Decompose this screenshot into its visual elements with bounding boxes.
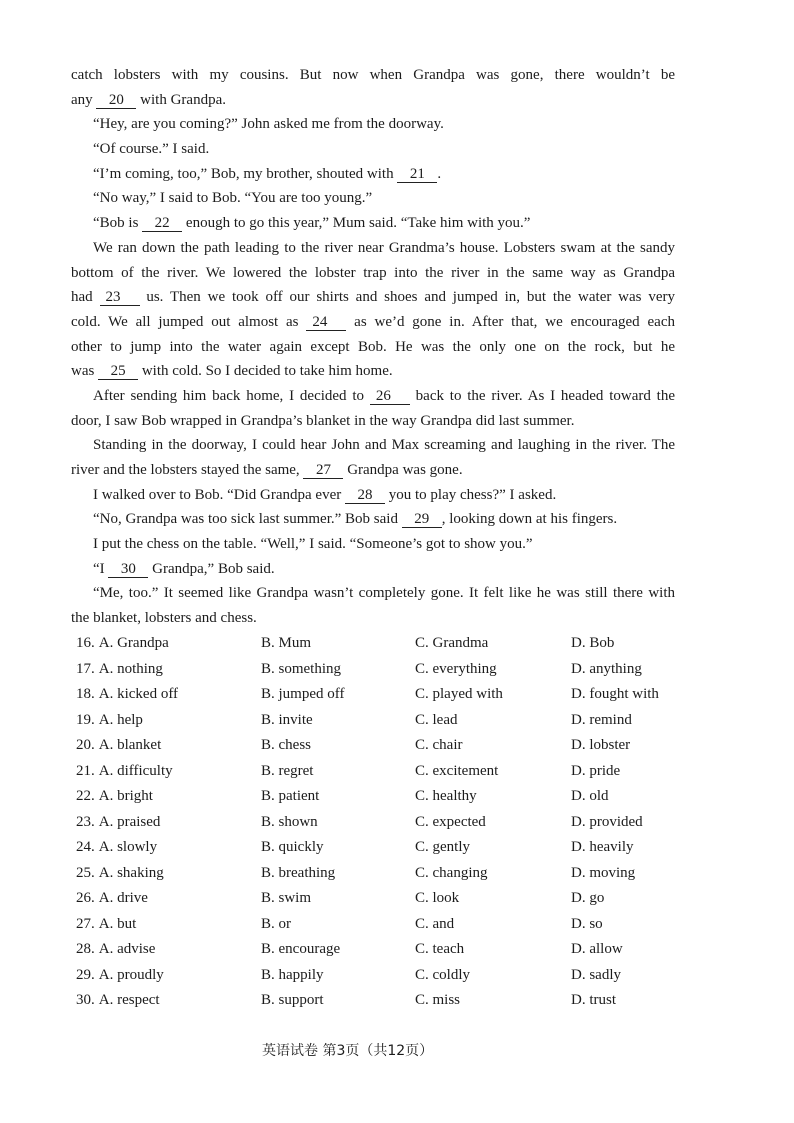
passage-text: us. Then we took off our shirts and shoes and jumped in, but the water was very xyxy=(139,289,675,306)
option-d: D. heavily xyxy=(571,839,634,855)
passage-line xyxy=(71,310,675,335)
blank-24: 24 xyxy=(306,315,346,331)
option-a-cell xyxy=(76,759,261,785)
passage-text: the blanket, lobsters and chess. xyxy=(71,610,257,627)
option-a: A. slowly xyxy=(98,839,158,855)
option-c: C. played with xyxy=(415,686,503,702)
question-number: 25. xyxy=(76,864,95,881)
option-d: D. old xyxy=(571,788,609,804)
option-a: A. but xyxy=(98,915,137,932)
passage-text: had xyxy=(71,289,100,306)
passage-text: with Grandpa. xyxy=(136,91,226,108)
passage-line xyxy=(71,557,675,582)
option-d: D. pride xyxy=(571,762,621,779)
option-a-cell xyxy=(76,937,261,963)
passage-text: back to the river. As I headed toward the xyxy=(409,387,675,404)
option-a: A. Grandpa xyxy=(98,635,169,651)
option-c: C. look xyxy=(415,890,460,906)
passage-line xyxy=(71,261,675,286)
page-footer: 英语试卷 第3页（共12页） xyxy=(262,1043,434,1059)
passage-line xyxy=(71,236,675,261)
option-b: B. breathing xyxy=(261,864,336,881)
option-a-cell xyxy=(76,682,261,708)
option-a-cell xyxy=(76,963,261,989)
passage-line xyxy=(71,532,675,557)
passage-line xyxy=(71,162,675,187)
option-a-cell xyxy=(76,861,261,887)
option-a: A. blanket xyxy=(98,737,162,753)
question-number: 27. xyxy=(76,915,95,932)
option-row xyxy=(76,861,716,887)
passage-text: “Of course.” I said. xyxy=(93,141,210,158)
option-b: B. regret xyxy=(261,762,314,779)
passage-line xyxy=(71,409,675,434)
passage-line xyxy=(71,285,675,310)
blank-29: 29 xyxy=(402,512,442,528)
passage-line xyxy=(71,335,675,360)
option-row xyxy=(76,912,716,938)
option-c: C. everything xyxy=(415,660,497,677)
option-row xyxy=(76,988,716,1014)
option-a-cell xyxy=(76,886,261,912)
option-b: B. shown xyxy=(261,813,318,830)
option-c: C. lead xyxy=(415,711,458,728)
option-a-cell xyxy=(76,988,261,1014)
option-c: C. miss xyxy=(415,992,461,1008)
passage-text: “I xyxy=(93,560,109,577)
option-d: D. fought with xyxy=(571,686,659,702)
option-a: A. help xyxy=(98,711,143,728)
option-a-cell xyxy=(76,657,261,683)
option-a-cell xyxy=(76,631,261,657)
question-number: 29. xyxy=(76,966,95,983)
option-d: D. sadly xyxy=(571,966,621,983)
option-d: D. lobster xyxy=(571,737,631,753)
option-c: C. teach xyxy=(415,941,465,957)
passage-text: any xyxy=(71,91,97,108)
option-a: A. proudly xyxy=(98,966,164,983)
passage-line xyxy=(71,359,675,384)
passage-text: with cold. So I decided to take him home. xyxy=(138,363,393,380)
option-b: B. swim xyxy=(261,890,312,906)
option-a: A. difficulty xyxy=(98,762,173,779)
passage-line xyxy=(71,581,675,606)
option-b: B. invite xyxy=(261,711,313,728)
passage-text: “Hey, are you coming?” John asked me from the doorway. xyxy=(93,116,444,133)
option-d: D. anything xyxy=(571,660,642,677)
option-row xyxy=(76,631,716,657)
question-number: 20. xyxy=(76,737,95,753)
option-d: D. go xyxy=(571,890,605,906)
option-b: B. encourage xyxy=(261,941,341,957)
option-c: C. Grandma xyxy=(415,635,489,651)
option-a-cell xyxy=(76,810,261,836)
option-row xyxy=(76,963,716,989)
option-a-cell xyxy=(76,708,261,734)
blank-21: 21 xyxy=(397,167,437,183)
passage-text: , looking down at his fingers. xyxy=(441,511,618,528)
option-b: B. quickly xyxy=(261,839,324,855)
passage-line xyxy=(71,507,675,532)
option-a-cell xyxy=(76,912,261,938)
passage-text: Grandpa was gone. xyxy=(343,462,463,478)
question-number: 28. xyxy=(76,941,95,957)
passage-text: I put the chess on the table. “Well,” I said. “Someone’s got to show you.” xyxy=(93,536,533,553)
option-row xyxy=(76,784,716,810)
passage-line xyxy=(71,186,675,211)
passage-text: river and the lobsters stayed the same, xyxy=(71,462,304,478)
question-number: 30. xyxy=(76,992,95,1008)
option-c: C. and xyxy=(415,915,455,932)
passage-text: “No, Grandpa was too sick last summer.” Bob said xyxy=(93,511,402,528)
option-a: A. nothing xyxy=(98,660,163,677)
passage-text: you to play chess?” I asked. xyxy=(385,486,557,503)
passage-line xyxy=(71,137,675,162)
passage-line xyxy=(71,433,675,458)
option-c: C. coldly xyxy=(415,966,470,983)
option-row xyxy=(76,682,716,708)
option-a: A. praised xyxy=(98,813,161,830)
blank-22: 22 xyxy=(142,216,182,232)
blank-25: 25 xyxy=(98,364,138,380)
passage-text: I walked over to Bob. “Did Grandpa ever xyxy=(93,486,345,503)
option-c: C. healthy xyxy=(415,788,477,804)
passage-text: Grandpa,” Bob said. xyxy=(148,560,275,577)
option-a: A. bright xyxy=(98,788,153,804)
option-a: A. advise xyxy=(98,941,156,957)
option-row xyxy=(76,835,716,861)
option-b: B. something xyxy=(261,660,342,677)
option-row xyxy=(76,937,716,963)
option-d: D. moving xyxy=(571,864,636,881)
option-b: B. chess xyxy=(261,737,311,753)
option-a-cell xyxy=(76,784,261,810)
passage-text: catch lobsters with my cousins. But now when Grandpa was gone, there wouldn’t be xyxy=(71,67,675,83)
passage-line xyxy=(71,112,675,137)
blank-23: 23 xyxy=(100,290,140,306)
question-number: 19. xyxy=(76,711,95,728)
question-number: 18. xyxy=(76,686,95,702)
option-row xyxy=(76,657,716,683)
question-number: 26. xyxy=(76,890,95,906)
passage-line xyxy=(71,211,675,236)
passage-text: . xyxy=(437,165,442,182)
option-row xyxy=(76,708,716,734)
option-a-cell xyxy=(76,733,261,759)
option-a: A. shaking xyxy=(98,864,164,881)
option-c: C. expected xyxy=(415,813,486,830)
blank-20: 20 xyxy=(96,93,136,109)
passage-text: Standing in the doorway, I could hear John and Max screaming and laughing in the river. The xyxy=(93,437,675,454)
passage-text: was xyxy=(71,363,99,380)
option-d: D. allow xyxy=(571,941,623,957)
passage-line xyxy=(71,88,675,113)
passage-text: bottom of the river. We lowered the lobster trap into the river in the same way as Grandpa xyxy=(71,264,675,281)
question-number: 17. xyxy=(76,660,95,677)
answer-options xyxy=(76,631,716,1014)
passage-line xyxy=(71,384,675,409)
option-a: A. drive xyxy=(98,890,148,906)
blank-30: 30 xyxy=(108,562,148,578)
option-row xyxy=(76,759,716,785)
passage-line xyxy=(71,483,675,508)
question-number: 22. xyxy=(76,788,95,804)
option-d: D. trust xyxy=(571,992,616,1008)
passage-text: We ran down the path leading to the river near Grandma’s house. Lobsters swam at the sandy xyxy=(93,239,675,256)
option-b: B. support xyxy=(261,992,324,1008)
option-c: C. excitement xyxy=(415,762,499,779)
passage-text: “I’m coming, too,” Bob, my brother, shouted with xyxy=(93,165,398,182)
blank-27: 27 xyxy=(303,463,343,479)
passage-text: cold. We all jumped out almost as xyxy=(71,313,307,330)
option-d: D. remind xyxy=(571,711,632,728)
option-row xyxy=(76,733,716,759)
passage-line xyxy=(71,63,675,88)
passage-line xyxy=(71,606,675,631)
question-number: 16. xyxy=(76,635,95,651)
option-row xyxy=(76,886,716,912)
passage-text: door, I saw Bob wrapped in Grandpa’s blanket in the way Grandpa did last summer. xyxy=(71,412,575,429)
option-b: B. patient xyxy=(261,788,320,804)
option-d: D. provided xyxy=(571,813,643,830)
option-b: B. Mum xyxy=(261,635,312,651)
passage-text: other to jump into the water again except Bob. He was the only one on the rock, but he xyxy=(71,338,675,355)
option-d: D. so xyxy=(571,915,603,932)
passage-line xyxy=(71,458,675,483)
option-c: C. gently xyxy=(415,839,470,855)
passage-text: “Me, too.” It seemed like Grandpa wasn’t completely gone. It felt like he was still there with xyxy=(93,585,675,602)
option-a: A. respect xyxy=(98,992,160,1008)
option-c: C. changing xyxy=(415,864,488,881)
option-b: B. or xyxy=(261,915,291,932)
blank-28: 28 xyxy=(345,488,385,504)
passage-text: as we’d gone in. After that, we encouraged each xyxy=(346,313,675,330)
option-row xyxy=(76,810,716,836)
question-number: 24. xyxy=(76,839,95,855)
passage-text: “Bob is xyxy=(93,215,143,232)
option-a-cell xyxy=(76,835,261,861)
option-b: B. jumped off xyxy=(261,686,345,702)
blank-26: 26 xyxy=(370,389,410,405)
passage-text: enough to go this year,” Mum said. “Take him with you.” xyxy=(182,215,531,232)
option-d: D. Bob xyxy=(571,635,615,651)
passage-text: After sending him back home, I decided to xyxy=(93,387,370,404)
option-a: A. kicked off xyxy=(98,686,179,702)
option-b: B. happily xyxy=(261,966,324,983)
question-number: 21. xyxy=(76,762,95,779)
option-c: C. chair xyxy=(415,737,463,753)
passage-text: “No way,” I said to Bob. “You are too young.” xyxy=(93,190,373,207)
question-number: 23. xyxy=(76,813,95,830)
cloze-passage xyxy=(71,63,675,631)
